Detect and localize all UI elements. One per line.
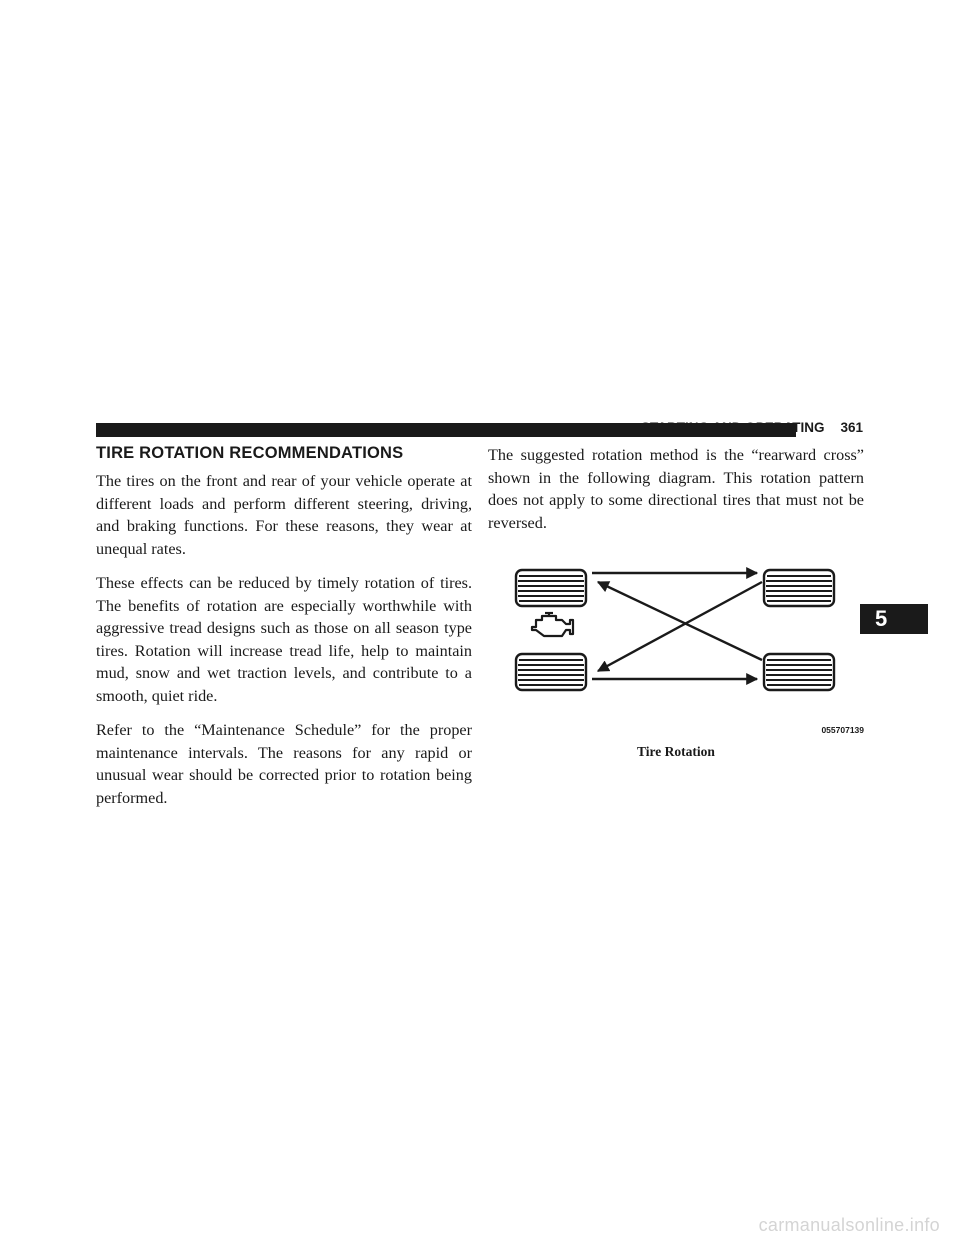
arrow-rear-right-to-front-left xyxy=(598,582,762,660)
section-heading: TIRE ROTATION RECOMMENDATIONS xyxy=(96,444,404,462)
tire-front-left xyxy=(516,570,586,606)
right-column xyxy=(488,444,864,546)
page-number: 361 xyxy=(840,420,863,435)
paragraph: The suggested rotation method is the “rearward cross” shown in the following diagram. This rotation pattern does not apply to some directional tires that must not be reversed. xyxy=(488,446,864,532)
paragraph: The tires on the front and rear of your vehicle operate at different loads and perform different steering, driving, and braking functions. For these reasons, they wear at unequal rates. xyxy=(96,472,472,558)
paragraph: These effects can be reduced by timely rotation of tires. The benefits of rotation are especially worthwhile with aggressive tread designs such as those on all season type tires. Rotation will increase tread life, help to maintain mud, snow and wet traction levels, and contribute to a smooth, quiet ride. xyxy=(96,574,472,705)
tire-rear-left xyxy=(516,654,586,690)
engine-icon xyxy=(532,613,573,636)
running-header xyxy=(641,420,863,435)
figure-code: 055707139 xyxy=(821,725,864,735)
left-column xyxy=(96,470,472,821)
tire-front-right xyxy=(764,570,834,606)
tire-rear-right xyxy=(764,654,834,690)
watermark: carmanualsonline.info xyxy=(758,1215,940,1235)
tire-rotation-diagram xyxy=(512,560,864,740)
figure-caption: Tire Rotation xyxy=(637,744,715,759)
paragraph: Refer to the “Maintenance Schedule” for the proper maintenance intervals. The reasons for any rapid or unusual wear should be corrected prior to rotation being performed. xyxy=(96,721,472,807)
section-title: STARTING AND OPERATING xyxy=(640,420,825,435)
arrow-front-right-to-rear-left xyxy=(598,582,762,671)
chapter-tab: 5 xyxy=(860,604,928,634)
